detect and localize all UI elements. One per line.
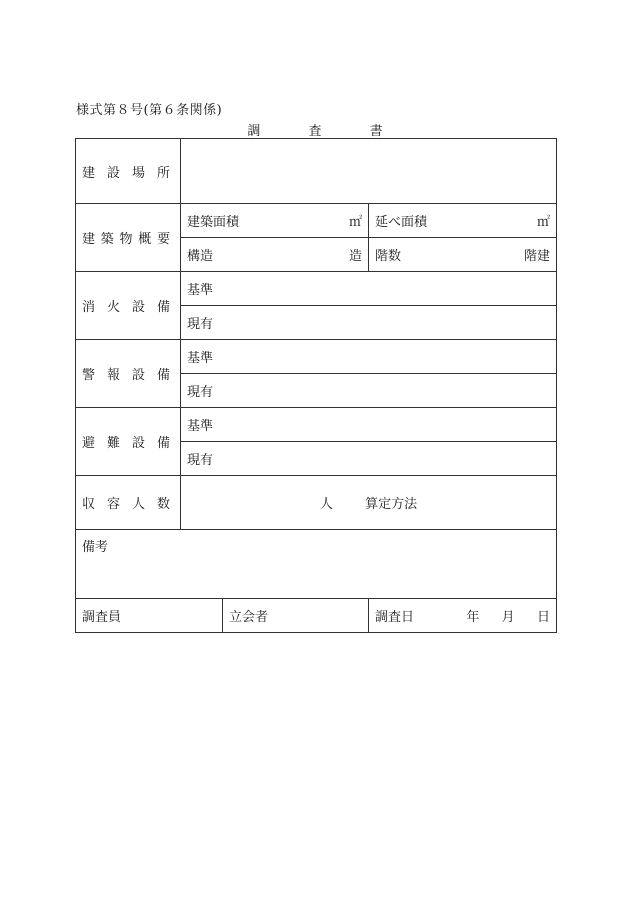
investigator-field[interactable] <box>76 599 223 633</box>
fire-ext-row-standard <box>76 272 557 306</box>
structure-field[interactable] <box>181 238 369 272</box>
evac-row-standard <box>76 408 557 442</box>
floors-unit: 階建 <box>524 249 551 264</box>
title-char: 査 <box>308 124 322 139</box>
location-label: 建 設 場 所 <box>76 139 181 204</box>
form-number: 様式第８号(第６条関係) <box>76 103 223 118</box>
remarks-row <box>76 530 557 599</box>
evac-label: 避 難 設 備 <box>76 408 181 476</box>
fire-ext-current-field[interactable]: 現有 <box>181 306 557 340</box>
overview-label: 建 築 物 概 要 <box>76 204 181 272</box>
day-label: 日 <box>536 610 550 625</box>
remarks-label: 備考 <box>82 540 109 555</box>
witness-label: 立会者 <box>229 610 269 625</box>
signature-row <box>76 599 557 633</box>
fire-ext-label: 消 火 設 備 <box>76 272 181 340</box>
remarks-field[interactable] <box>76 530 557 599</box>
evac-standard-field[interactable]: 基準 <box>181 408 557 442</box>
person-unit: 人 <box>319 497 333 512</box>
title-char: 調 <box>247 124 261 139</box>
floors-label: 階数 <box>375 249 402 264</box>
investigator-label: 調査員 <box>82 610 122 625</box>
location-row <box>76 139 557 204</box>
witness-field[interactable] <box>223 599 369 633</box>
alarm-standard-field[interactable]: 基準 <box>181 340 557 374</box>
overview-row-area <box>76 204 557 238</box>
floors-field[interactable] <box>369 238 557 272</box>
alarm-current-field[interactable]: 現有 <box>181 374 557 408</box>
calc-method-label: 算定方法 <box>365 497 418 512</box>
survey-table <box>75 138 557 633</box>
fire-ext-standard-field[interactable]: 基準 <box>181 272 557 306</box>
alarm-label: 警 報 設 備 <box>76 340 181 408</box>
survey-date-label: 調査日 <box>375 610 415 625</box>
capacity-label: 収 容 人 数 <box>76 476 181 530</box>
document-title <box>0 120 630 139</box>
alarm-row-standard <box>76 340 557 374</box>
evac-current-field[interactable]: 現有 <box>181 442 557 476</box>
location-value-field[interactable] <box>181 139 557 204</box>
structure-label: 構造 <box>187 249 214 264</box>
floor-area-label: 延べ面積 <box>375 215 428 230</box>
floor-area-unit: ㎡ <box>537 215 551 230</box>
title-char: 書 <box>369 124 383 139</box>
capacity-field[interactable] <box>181 476 557 530</box>
building-area-field[interactable] <box>181 204 369 238</box>
year-label: 年 <box>466 610 480 625</box>
survey-date-field[interactable] <box>369 599 557 633</box>
building-area-unit: ㎡ <box>348 215 362 230</box>
capacity-row <box>76 476 557 530</box>
floor-area-field[interactable] <box>369 204 557 238</box>
building-area-label: 建築面積 <box>187 215 240 230</box>
month-label: 月 <box>501 610 515 625</box>
structure-unit: 造 <box>348 249 362 264</box>
